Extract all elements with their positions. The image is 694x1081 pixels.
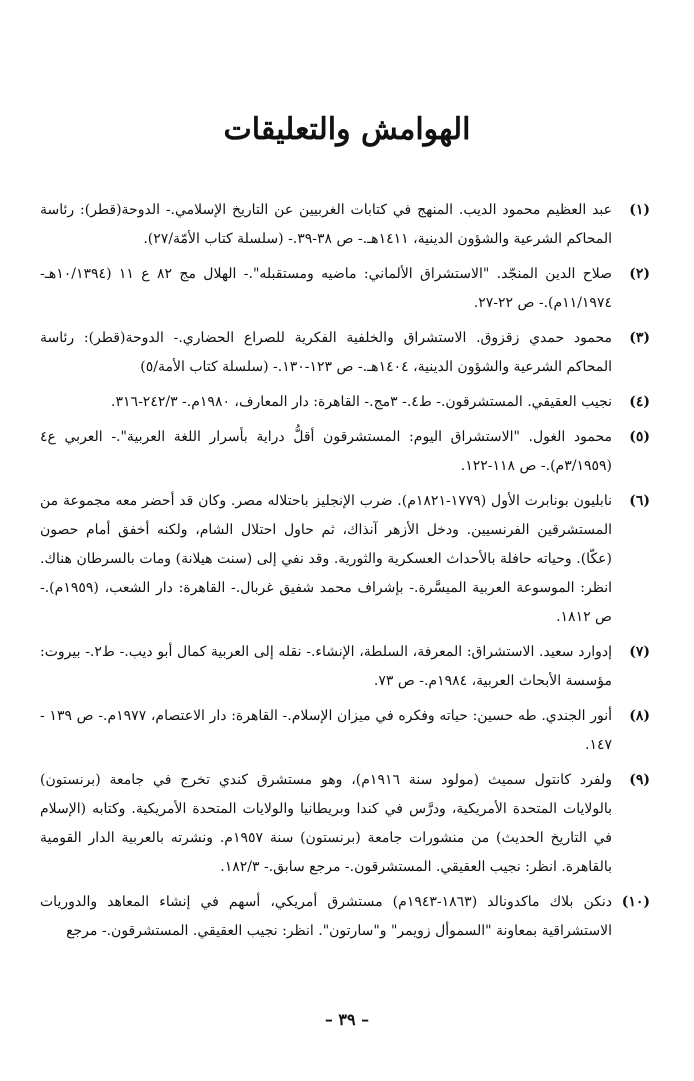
footnote-number: (٤)	[629, 394, 650, 410]
footnote-number: (٩)	[629, 772, 650, 788]
footnote-text: محمود الغول. "الاستشراق اليوم: المستشرقون أقلُّ دراية بأسرار اللغة العربية".- العربي ع٤ (٣/١٩٥٩م).- ص ١١٨-١٢٢.	[40, 429, 612, 474]
footnote-number: (٦)	[629, 493, 650, 509]
footnote-item	[40, 487, 650, 632]
footnote-text: عبد العظيم محمود الديب. المنهج في كتابات الغربيين عن التاريخ الإسلامي.- الدوحة(قطر): رئاسة المحاكم الشرعية والشؤون الدينية، ١٤١١هـ.- ص ٣٨-٣٩.- (سلسلة كتاب الأمّة/٢٧).	[40, 202, 612, 247]
footnote-text: أنور الجندي. طه حسين: حياته وفكره في ميزان الإسلام.- القاهرة: دار الاعتصام، ١٩٧٧م.- ص ١٣٩ - ١٤٧.	[40, 708, 612, 753]
footnote-item	[40, 388, 650, 417]
footnote-number: (٧)	[629, 644, 650, 660]
footnote-item	[40, 766, 650, 882]
footnote-text: محمود حمدي زقزوق. الاستشراق والخلفية الفكرية للصراع الحضاري.- الدوحة(قطر): رئاسة المحاكم الشرعية والشؤون الدينية، ١٤٠٤هـ.- ص ١٢٣-١٣٠.- (سلسلة كتاب الأمة/٥)	[40, 330, 612, 375]
footnote-number: (١)	[629, 202, 650, 218]
footnote-number: (٨)	[629, 708, 650, 724]
footnote-item	[40, 638, 650, 696]
footnote-item	[40, 196, 650, 254]
footnote-item	[40, 423, 650, 481]
footnote-item	[40, 324, 650, 382]
footnote-text: ولفرد كانتول سميث (مولود سنة ١٩١٦م)، وهو مستشرق كندي تخرج في جامعة (برنستون) بالولايات المتحدة الأمريكية، ودرَّس في كندا وبريطانيا والولايات المتحدة الأمريكية. وكتابه (الإسلام في التاريخ الحديث) من منشورات جامعة (برنستون) سنة ١٩٥٧م. ونشرته بالعربية الدار القومية بالقاهرة. انظر: نجيب العقيقي. المستشرقون.- مرجع سابق.- ١٨٢/٣.	[40, 772, 612, 875]
footnote-number: (٣)	[629, 330, 650, 346]
page-title: الهوامش والتعليقات	[223, 112, 471, 147]
page-number: – ٣٩ –	[324, 1010, 370, 1029]
footnote-text: إدوارد سعيد. الاستشراق: المعرفة، السلطة، الإنشاء.- نقله إلى العربية كمال أبو ديب.- ط٢.- بيروت: مؤسسة الأبحاث العربية، ١٩٨٤م.- ص ٧٣.	[40, 644, 613, 689]
footnote-item	[40, 260, 650, 318]
footnote-text: نابليون بونابرت الأول (١٧٧٩-١٨٢١م). ضرب الإنجليز باحتلاله مصر. وكان قد أحضر معه مجموعة من المستشرقين الفرنسيين. ودخل الأزهر آنذاك، ثم حاول احتلال الشام، ولكنه أخفق أمام حصون (عكّا). وحياته حافلة بالأحداث العسكرية والثورية. وقد نفي إلى (سنت هيلانة) ومات بالسرطان هناك. انظر: الموسوعة العربية الميسَّرة.- بإشراف محمد شفيق غربال.- القاهرة: دار الشعب، (١٩٥٩م).- ص ١٨١٢.	[40, 493, 612, 625]
footnote-item	[40, 888, 650, 946]
footnote-number: (٥)	[629, 429, 650, 445]
footnote-number: (١٠)	[621, 894, 650, 910]
footnote-text: دنكن بلاك ماكدونالد (١٨٦٣-١٩٤٣م) مستشرق أمريكي، أسهم في إنشاء المعاهد والدوريات الاستشراقية بمعاونة "السموأل زويمر" و"سارتون". انظر: نجيب العقيقي. المستشرقون.- مرجع	[40, 894, 612, 939]
notes-list	[40, 196, 650, 952]
footnote-text: صلاح الدين المنجّد. "الاستشراق الألماني: ماضيه ومستقبله".- الهلال مج ٨٢ ع ١١ (١٠/١٣٩٤هـ- ١١/١٩٧٤م).- ص ٢٢-٢٧.	[40, 266, 612, 311]
footnote-text: نجيب العقيقي. المستشرقون.- ط٤.- ٣مج.- القاهرة: دار المعارف، ١٩٨٠م.- ٢٤٢/٣-٣١٦.	[111, 394, 612, 410]
footnote-number: (٢)	[629, 266, 650, 282]
footnote-item	[40, 702, 650, 760]
